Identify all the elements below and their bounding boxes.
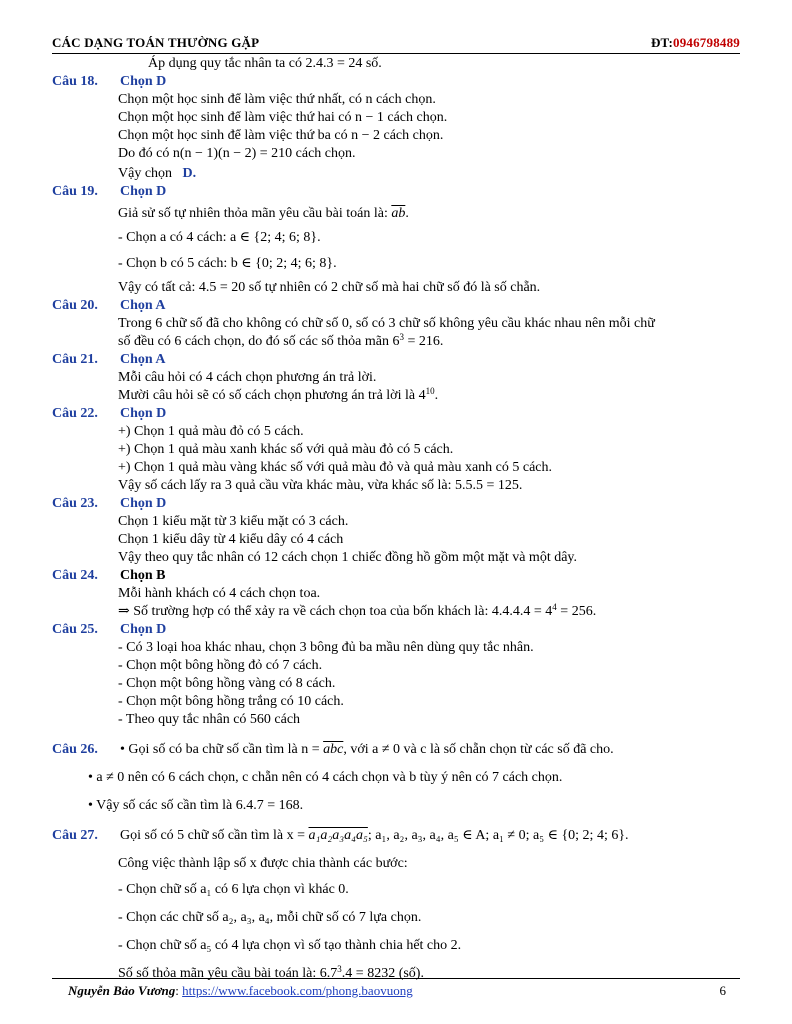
text-fragment: ; a₁, a₂, a₃, a₄, a₅ ∈ A; a₁ ≠ 0; a₅ ∈ {0; 2; 4; 6}. xyxy=(367,828,629,843)
superscript: 3 xyxy=(337,964,342,974)
text-fragment: .4 = 8232 (số). xyxy=(341,966,424,981)
text-line: - Chọn một bông hồng trắng có 10 cách. xyxy=(118,694,344,709)
answer-choice: Chọn B xyxy=(120,568,166,583)
answer-letter: D. xyxy=(182,166,197,181)
question-number: Câu 26. xyxy=(52,742,98,757)
question-number: Câu 24. xyxy=(52,568,98,583)
question-19 xyxy=(52,183,742,201)
footer-author xyxy=(68,983,413,999)
answer-choice: Chọn D xyxy=(120,622,167,637)
question-number: Câu 19. xyxy=(52,184,98,199)
text-line: Chọn một học sinh để làm việc thứ hai có n − 1 cách chọn. xyxy=(118,110,448,125)
text-fragment: Gọi số có 5 chữ số cần tìm là x = xyxy=(120,828,306,843)
text-fragment: Giả sử số tự nhiên thỏa mãn yêu cầu bài toán là: xyxy=(118,206,388,221)
question-18 xyxy=(52,73,742,91)
answer-choice: Chọn D xyxy=(120,406,167,421)
text-line: Trong 6 chữ số đã cho không có chữ số 0, số có 3 chữ số không yêu cầu khác nhau nên mỗi chữ xyxy=(118,316,655,331)
text-line: Chọn một học sinh để làm việc thứ nhất, có n cách chọn. xyxy=(118,92,436,107)
superscript: 4 xyxy=(552,602,557,612)
text-fragment: , với a ≠ 0 và c là số chẵn chọn từ các số đã cho. xyxy=(343,742,614,757)
text-line: Công việc thành lập số x được chia thành các bước: xyxy=(118,856,408,871)
text-fragment: ⇒ Số trường hợp có thể xảy ra về cách chọn toa của bốn khách là: 4.4.4.4 = 4 xyxy=(118,604,553,619)
text-line: Chọn 1 kiểu dây từ 4 kiểu dây có 4 cách xyxy=(118,532,344,547)
text-line: Chọn một học sinh để làm việc thứ ba có n − 2 cách chọn. xyxy=(118,128,444,143)
text-fragment: = 216. xyxy=(403,334,444,349)
page-footer xyxy=(52,978,740,1001)
text-line: Chọn 1 kiểu mặt từ 3 kiểu mặt có 3 cách. xyxy=(118,514,349,529)
text-line: Vậy có tất cả: 4.5 = 20 số tự nhiên có 2 chữ số mà hai chữ số đó là số chẵn. xyxy=(118,280,541,295)
question-number: Câu 27. xyxy=(52,828,98,843)
text-line: • a ≠ 0 nên có 6 cách chọn, c chẵn nên có 4 cách chọn và b tùy ý nên có 7 cách chọn. xyxy=(88,770,563,785)
text-line: +) Chọn 1 quả màu vàng khác số với quả màu đỏ và quả màu xanh có 5 cách. xyxy=(118,460,553,475)
superscript: 10 xyxy=(425,386,435,396)
text-line: - Chọn b có 5 cách: b ∈ {0; 2; 4; 6; 8}. xyxy=(118,256,337,271)
text-line: - Có 3 loại hoa khác nhau, chọn 3 bông đủ ba mầu nên dùng quy tắc nhân. xyxy=(118,640,534,655)
answer-choice: Chọn A xyxy=(120,298,166,313)
text-line xyxy=(52,333,742,351)
page-number: 6 xyxy=(719,983,726,998)
question-21 xyxy=(52,351,742,369)
text-line: • Vậy số các số cần tìm là 6.4.7 = 168. xyxy=(88,798,304,813)
answer-choice: Chọn D xyxy=(120,184,167,199)
phone-number: 0946798489 xyxy=(673,35,740,50)
answer-choice: Chọn D xyxy=(120,496,167,511)
question-23 xyxy=(52,495,742,513)
math-overline: a₁a₂a₃a₄a₅ xyxy=(308,828,368,843)
question-25 xyxy=(52,621,742,639)
question-number: Câu 21. xyxy=(52,352,98,367)
question-number: Câu 25. xyxy=(52,622,98,637)
math-overline: $\overline{ab}$ xyxy=(391,206,406,221)
solutions-content xyxy=(52,55,742,983)
question-20 xyxy=(52,297,742,315)
text-line: - Chọn a có 4 cách: a ∈ {2; 4; 6; 8}. xyxy=(118,230,321,245)
text-line: - Chọn một bông hồng vàng có 8 cách. xyxy=(118,676,336,691)
text-fragment: số đều có 6 cách chọn, do đó số các số thỏa mãn 6 xyxy=(118,334,400,349)
text-line: Mỗi hành khách có 4 cách chọn toa. xyxy=(118,586,321,601)
header-title: CÁC DẠNG TOÁN THƯỜNG GẶP xyxy=(52,35,260,50)
text-line: +) Chọn 1 quả màu xanh khác số với quả màu đỏ có 5 cách. xyxy=(118,442,454,457)
page-header xyxy=(52,33,740,54)
question-number: Câu 23. xyxy=(52,496,98,511)
text-line: Do đó có n(n − 1)(n − 2) = 210 cách chọn. xyxy=(118,146,356,161)
text-fragment: • Gọi số có ba chữ số cần tìm là n = xyxy=(120,742,320,757)
question-number: Câu 20. xyxy=(52,298,98,313)
text-line: - Chọn chữ số a₅ có 4 lựa chọn vì số tạo thành chia hết cho 2. xyxy=(118,938,462,953)
facebook-link[interactable]: https://www.facebook.com/phong.baovuong xyxy=(182,983,413,998)
question-number: Câu 22. xyxy=(52,406,98,421)
answer-choice: Chọn D xyxy=(120,74,167,89)
question-27 xyxy=(52,827,742,845)
superscript: 3 xyxy=(399,332,404,342)
answer-choice: Chọn A xyxy=(120,352,166,367)
text-line: - Theo quy tắc nhân có 560 cách xyxy=(118,712,301,727)
text-line: Vậy số cách lấy ra 3 quả cầu vừa khác màu, vừa khác số là: 5.5.5 = 125. xyxy=(118,478,523,493)
text-line: Áp dụng quy tắc nhân ta có 2.4.3 = 24 số. xyxy=(148,56,382,71)
text-fragment: Vậy chọn xyxy=(118,166,173,181)
author-name: Nguyễn Bảo Vương xyxy=(68,983,176,998)
text-line xyxy=(52,165,742,183)
question-number: Câu 18. xyxy=(52,74,98,89)
text-fragment: Mười câu hỏi sẽ có số cách chọn phương án trả lời là 4 xyxy=(118,388,426,403)
text-line: Mỗi câu hỏi có 4 cách chọn phương án trả lời. xyxy=(118,370,377,385)
text-line: - Chọn một bông hồng đỏ có 7 cách. xyxy=(118,658,323,673)
text-line: Vậy theo quy tắc nhân có 12 cách chọn 1 chiếc đồng hồ gồm một mặt và một dây. xyxy=(118,550,578,565)
text-fragment: . xyxy=(434,388,439,403)
phone-label: ĐT: xyxy=(650,35,673,50)
question-24 xyxy=(52,567,742,585)
math-overline: $\overline{abc}$ xyxy=(323,742,344,757)
text-fragment: Số số thỏa mãn yêu cầu bài toán là: 6.7 xyxy=(118,966,338,981)
question-22 xyxy=(52,405,742,423)
text-line xyxy=(52,603,742,621)
text-line: +) Chọn 1 quả màu đỏ có 5 cách. xyxy=(118,424,304,439)
text-line: Giả sử số tự nhiên thỏa mãn yêu cầu bài toán là: $\overline{ab}$. xyxy=(118,206,409,221)
text-line: - Chọn chữ số a₁ có 6 lựa chọn vì khác 0. xyxy=(118,882,349,897)
text-line: - Chọn các chữ số a₂, a₃, a₄, mỗi chữ số có 7 lựa chọn. xyxy=(118,910,422,925)
header-phone xyxy=(651,35,740,51)
text-line xyxy=(52,387,742,405)
text-fragment: = 256. xyxy=(556,604,597,619)
separator: : xyxy=(175,983,183,998)
question-26 xyxy=(52,741,742,759)
